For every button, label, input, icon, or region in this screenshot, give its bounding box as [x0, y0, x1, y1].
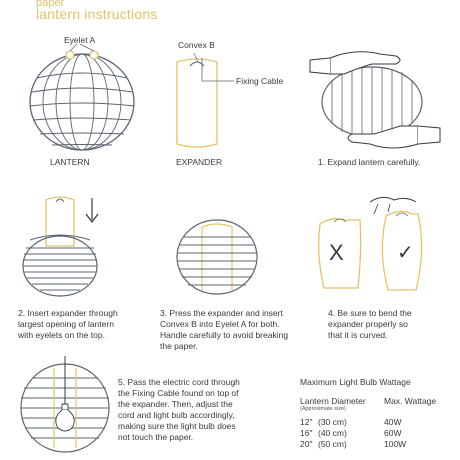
wattage-col-max: Max. Wattage: [384, 396, 437, 406]
step3-caption: 3. Press the expander and insert Convex B into Eyelet A for both. Handle carefully to avoid breaking the paper.: [160, 308, 289, 351]
step1-caption: 1. Expand lantern carefully.: [318, 157, 421, 167]
wattage-row-12-watt: 40W: [384, 417, 402, 427]
step5-caption: 5. Pass the electric cord through the Fixing Cable found on top of the expander. Then, adjust the cord and light bulb accordingly, making sure the light bulb does not touch the paper.: [118, 377, 240, 442]
wattage-row-12-inch: 12": [300, 417, 313, 427]
expander-illustration: [172, 48, 242, 153]
eyelet-a-label: Eyelet A: [64, 35, 96, 45]
wattage-row-16-watt: 60W: [384, 428, 402, 438]
lantern-label: LANTERN: [50, 157, 90, 167]
wattage-row-16-cm: (40 cm): [318, 428, 347, 438]
wattage-table-title: Maximum Light Bulb Wattage: [300, 377, 411, 387]
step1-illustration: [300, 40, 450, 150]
wattage-row-16-inch: 16": [300, 428, 313, 438]
step5-illustration: [18, 356, 113, 456]
step3-illustration: [172, 205, 282, 305]
wattage-row-20-cm: (50 cm): [318, 439, 347, 449]
step2-caption: 2. Insert expander through largest opening of lantern with eyelets on the top.: [18, 308, 118, 340]
brand-label: paper: [36, 0, 65, 9]
step2-illustration: [22, 190, 132, 305]
wrong-mark: X: [329, 240, 344, 265]
wattage-col-note: (Approximate size): [300, 406, 346, 412]
step4-caption: 4. Be sure to bend the expander properly so that it is curved.: [328, 308, 412, 340]
page-title: lantern instructions: [36, 6, 158, 22]
wattage-col-diameter: Lantern Diameter: [300, 396, 366, 406]
wattage-row-20-watt: 100W: [384, 439, 407, 449]
wattage-row-12-cm: (30 cm): [318, 417, 347, 427]
fixing-cable-label: Fixing Cable: [236, 76, 284, 86]
convex-b-label: Convex B: [178, 40, 215, 50]
wattage-row-20-inch: 20": [300, 439, 313, 449]
expander-label: EXPANDER: [176, 157, 223, 167]
right-mark: ✓: [397, 242, 414, 264]
lantern-illustration: [22, 44, 142, 154]
